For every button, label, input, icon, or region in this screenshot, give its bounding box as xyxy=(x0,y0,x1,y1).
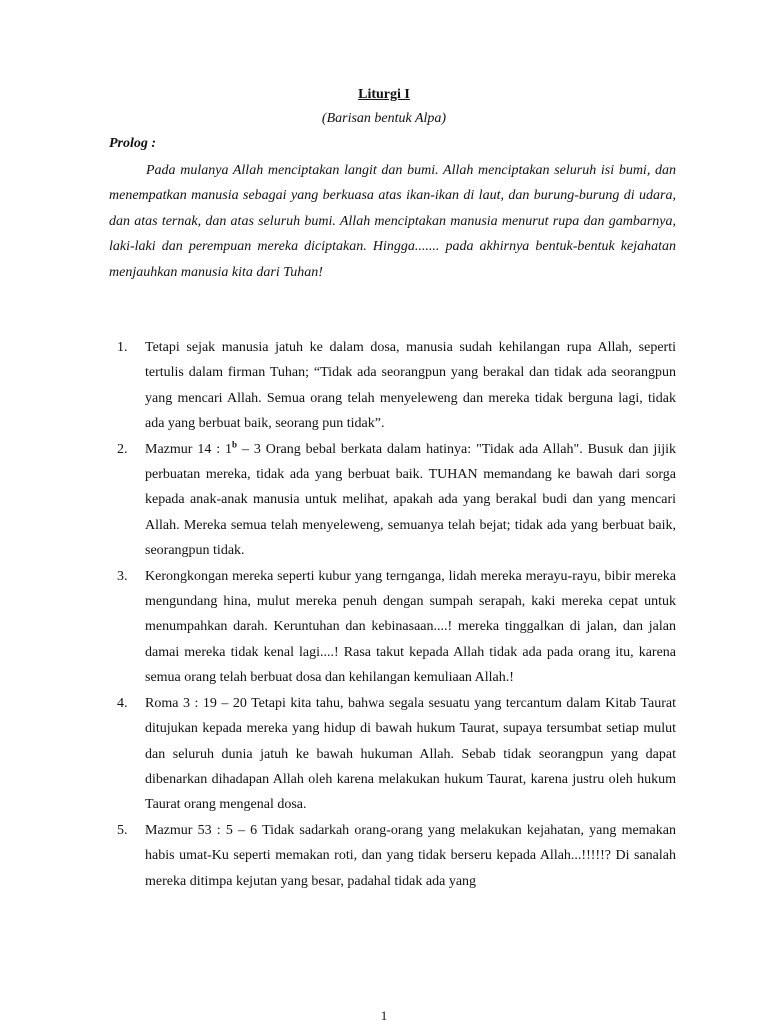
list-item xyxy=(109,564,676,691)
scripture-reference: Mazmur 14 : 1 xyxy=(145,441,233,457)
list-item xyxy=(109,691,676,818)
document-title: Liturgi I xyxy=(358,87,410,102)
list-item-number: 3. xyxy=(117,568,128,584)
prolog-paragraph: Pada mulanya Allah menciptakan langit dan bumi. Allah menciptakan seluruh isi bumi, dan menempatkan manusia sebagai yang berkuasa atas ikan-ikan di laut, dan burung-burung di udara, dan atas ternak, dan atas seluruh bumi. Allah menciptakan manusia menurut rupa dan gambarnya, laki-laki dan perempuan mereka diciptakan. Hingga....... pada akhirnya bentuk-bentuk kejahatan menjauhkan manusia kita dari Tuhan! xyxy=(109,163,676,280)
verse-superscript: b xyxy=(232,438,238,449)
list-item xyxy=(109,818,676,894)
list-item-text xyxy=(145,437,676,564)
list-item-body: – 3 Orang bebal berkata dalam hatinya: "Tidak ada Allah". Busuk dan jijik perbuatan mereka, tidak ada yang berbuat baik. TUHAN memandang ke bawah dari sorga kepada anak-anak manusia untuk melihat, apakah ada yang berakal budi dan yang mencari Allah. Mereka semua telah menyeleweng, semuanya telah bejat; tidak ada yang berbuat baik, seorangpun tidak. xyxy=(145,441,676,559)
list-item xyxy=(109,335,676,437)
list-item-number: 1. xyxy=(117,340,128,355)
list-item-number: 2. xyxy=(117,441,128,457)
list-item-text: Roma 3 : 19 – 20 Tetapi kita tahu, bahwa segala sesuatu yang tercantum dalam Kitab Taurat ditujukan kepada mereka yang hidup di bawah hukum Taurat, supaya tersumbat setiap mulut dan seluruh dunia jatuh ke bawah hukuman Allah. Sebab tidak seorangpun yang dapat dibenarkan dihadapan Allah oleh karena melakukan hukum Taurat, karena justru oleh hukum Taurat orang mengenal dosa. xyxy=(145,695,676,813)
list-item-number: 5. xyxy=(117,822,128,838)
prolog-heading: Prolog : xyxy=(109,136,157,151)
list-item-number: 4. xyxy=(117,695,128,711)
list-item-text: Kerongkongan mereka seperti kubur yang ternganga, lidah mereka merayu-rayu, bibir mereka mengundang hina, mulut mereka penuh dengan sumpah serapah, kaki mereka cepat untuk menumpahkan darah. Keruntuhan dan kebinasaan....! mereka tinggalkan di jalan, dan jalan damai mereka tidak kenal lagi....! Rasa takut kepada Allah tidak ada pada orang itu, karena semua orang telah berbuat dosa dan kehilangan kemuliaan Allah.! xyxy=(145,568,676,686)
list-item xyxy=(109,437,676,564)
list-item-text: Mazmur 53 : 5 – 6 Tidak sadarkah orang-orang yang melakukan kejahatan, yang memakan habis umat-Ku seperti memakan roti, dan yang tidak berseru kepada Allah...!!!!!? Di sanalah mereka ditimpa kejutan yang besar, padahal tidak ada yang xyxy=(145,822,676,889)
page-number: 1 xyxy=(380,1008,388,1023)
document-subtitle: (Barisan bentuk Alpa) xyxy=(321,111,447,126)
list-item-text: Tetapi sejak manusia jatuh ke dalam dosa, manusia sudah kehilangan rupa Allah, seperti tertulis dalam firman Tuhan; “Tidak ada seorangpun yang berakal dan tidak ada seorangpun yang mencari Allah. Semua orang telah menyeleweng dan mereka tidak berguna lagi, tidak ada yang berbuat baik, seorang pun tidak”. xyxy=(145,340,676,432)
numbered-list xyxy=(109,335,676,894)
